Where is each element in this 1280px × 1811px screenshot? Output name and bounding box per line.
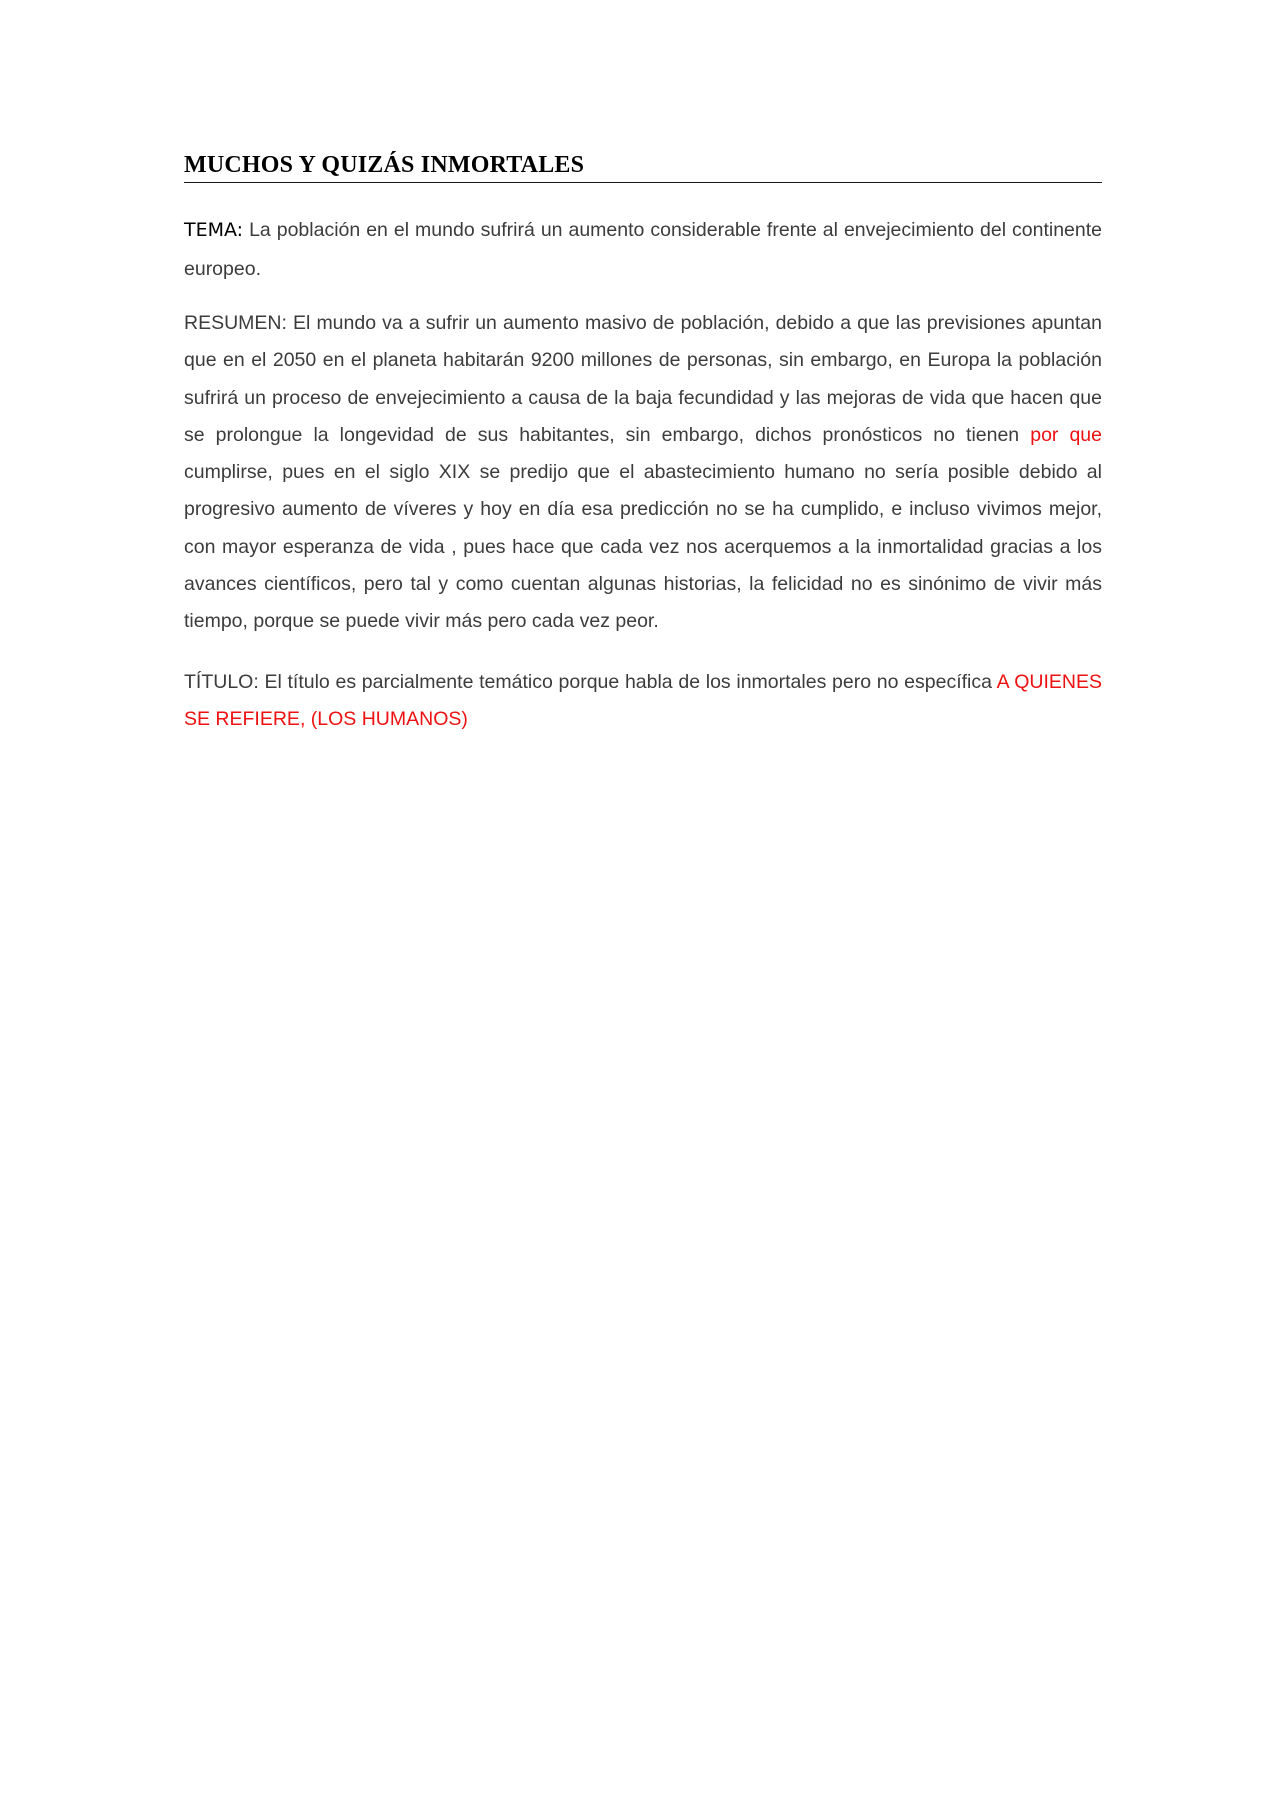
document-body [184, 150, 1102, 738]
tema-paragraph [184, 211, 1102, 289]
resumen-text-before: RESUMEN: El mundo va a sufrir un aumento masivo de población, debido a que las previsiones apuntan que en el 2050 en el planeta habitarán 9200 millones de personas, sin embargo, en Europa la población sufrirá un proceso de envejecimiento a causa de la baja fecundidad y las mejoras de vida que hacen que se prolongue la longevidad de sus habitantes, sin embargo, dichos pronósticos no tienen [184, 312, 1102, 446]
tema-text: La población en el mundo sufrirá un aumento considerable frente al envejecimiento del continente europeo. [184, 219, 1102, 280]
resumen-text-after: cumplirse, pues en el siglo XIX se predijo que el abastecimiento humano no sería posible debido al progresivo aumento de víveres y hoy en día esa predicción no se ha cumplido, e incluso vivimos mejor, con mayor esperanza de vida , pues hace que cada vez nos acerquemos a la inmortalidad gracias a los avances científicos, pero tal y como cuentan algunas historias, la felicidad no es sinónimo de vivir más tiempo, porque se puede vivir más pero cada vez peor. [184, 461, 1102, 633]
resumen-paragraph [184, 305, 1102, 641]
document-title: MUCHOS Y QUIZÁS INMORTALES [184, 150, 1102, 183]
titulo-text: TÍTULO: El título es parcialmente temático porque habla de los inmortales pero no específica [184, 670, 997, 693]
titulo-paragraph [184, 664, 1102, 738]
tema-label: TEMA: [184, 219, 244, 241]
titulo-correction: A QUIENES SE REFIERE, (LOS HUMANOS) [184, 670, 1102, 730]
resumen-correction: por que [1030, 423, 1102, 446]
